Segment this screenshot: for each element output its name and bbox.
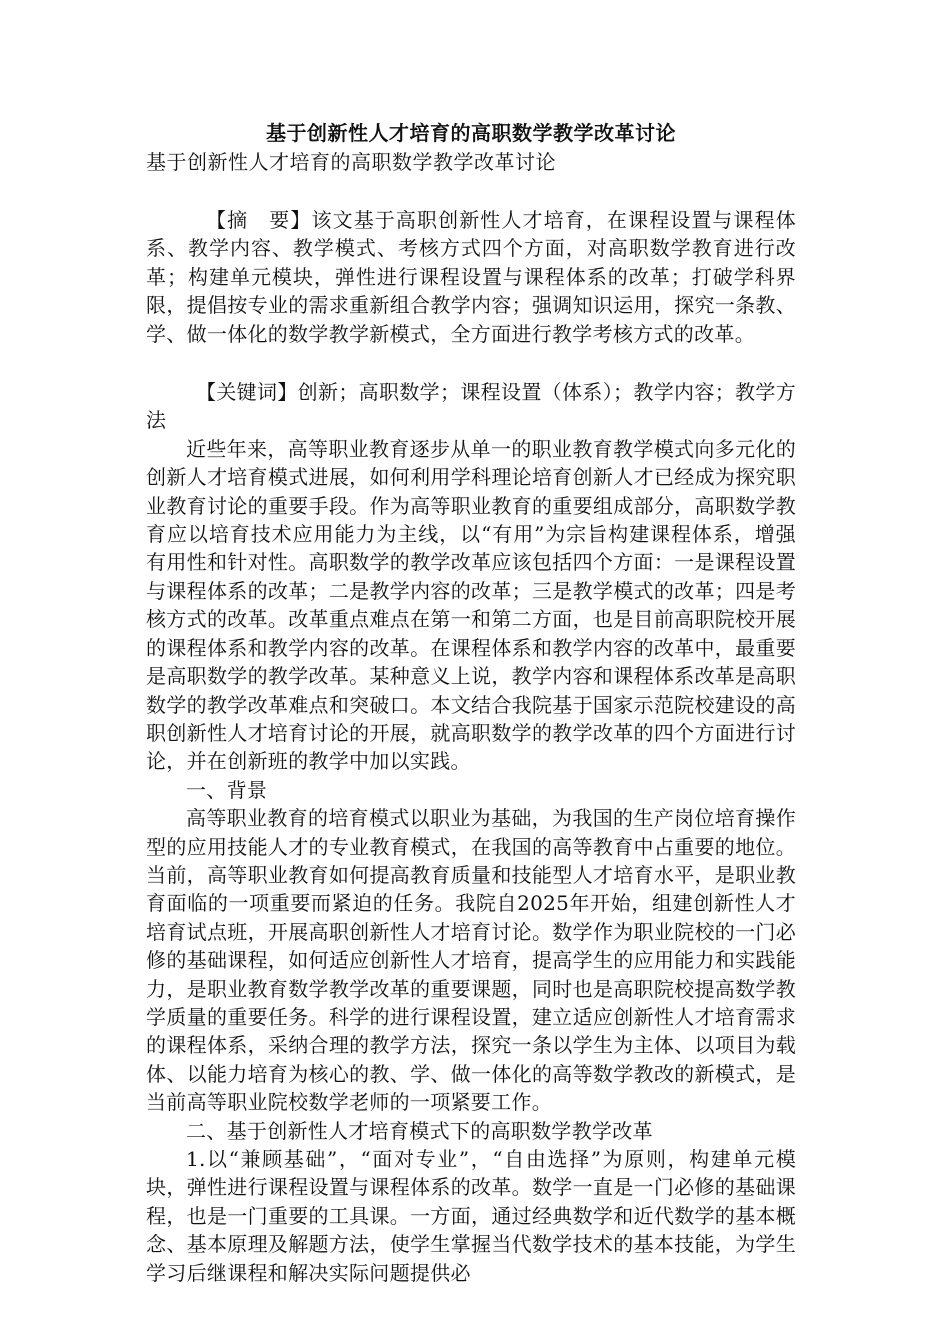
- section-heading-background: 一、背景: [186, 777, 268, 802]
- background-paragraph: 高等职业教育的培育模式以职业为基础，为我国的生产岗位培育操作型的应用技能人才的专业教育模式，在我国的高等教育中占重要的地位。当前，高等职业教育如何提高教育质量和技能型人才培育水平，是职业教育面临的一项重要而紧迫的任务。我院自2025年开始，组建创新性人才培育试点班，开展高职创新性人才培育讨论。数学作为职业院校的一门必修的基础课程，如何适应创新性人才培育，提高学生的应用能力和实践能力，是职业教育数学教学改革的重要课题，同时也是高职院校提高数学教学质量的重要任务。科学的进行课程设置，建立适应创新性人才培育需求的课程体系，采纳合理的教学方法，探究一条以学生为主体、以项目为载体、以能力培育为核心的教、学、做一体化的高等数学教改的新模式，是当前高等职业院校数学老师的一项紧要工作。: [146, 806, 796, 1115]
- keywords-paragraph: 【关键词】创新；高职数学；课程设置（体系）；教学内容；教学方法: [146, 380, 796, 433]
- abstract-paragraph: 【摘 要】该文基于高职创新性人才培育，在课程设置与课程体系、教学内容、教学模式、考核方式四个方面，对高职数学教育进行改革；构建单元模块，弹性进行课程设置与课程体系的改革；打破学科界限，提倡按专业的需求重新组合教学内容；强调知识运用，探究一条教、学、做一体化的数学教学新模式，全方面进行教学考核方式的改革。: [146, 208, 796, 346]
- document-body: [146, 118, 796, 1287]
- reform-paragraph: 1.以“兼顾基础”，“面对专业”，“自由选择”为原则，构建单元模块，弹性进行课程设置与课程体系的改革。数学一直是一门必修的基础课程，也是一门重要的工具课。一方面，通过经典数学和近代数学的基本概念、基本原理及解题方法，使学生掌握当代数学技术的基本技能，为学生学习后继课程和解决实际问题提供必: [146, 1147, 796, 1285]
- document-subtitle: 基于创新性人才培育的高职数学教学改革讨论: [146, 150, 556, 174]
- document-title: 基于创新性人才培育的高职数学教学改革讨论: [266, 121, 676, 145]
- intro-paragraph: 近些年来，高等职业教育逐步从单一的职业教育教学模式向多元化的创新人才培育模式进展，如何利用学科理论培育创新人才已经成为探究职业教育讨论的重要手段。作为高等职业教育的重要组成部分，高职数学教育应以培育技术应用能力为主线，以“有用”为宗旨构建课程体系，增强有用性和针对性。高职数学的教学改革应该包括四个方面：一是课程设置与课程体系的改革；二是教学内容的改革；三是教学模式的改革；四是考核方式的改革。改革重点难点在第一和第二方面，也是目前高职院校开展的课程体系和教学内容的改革。在课程体系和教学内容的改革中，最重要是高职数学的教学改革。某种意义上说，教学内容和课程体系改革是高职数学的教学改革难点和突破口。本文结合我院基于国家示范院校建设的高职创新性人才培育讨论的开展，就高职数学的教学改革的四个方面进行讨论，并在创新班的教学中加以实践。: [146, 436, 796, 774]
- section-heading-reform: 二、基于创新性人才培育模式下的高职数学教学改革: [186, 1118, 653, 1143]
